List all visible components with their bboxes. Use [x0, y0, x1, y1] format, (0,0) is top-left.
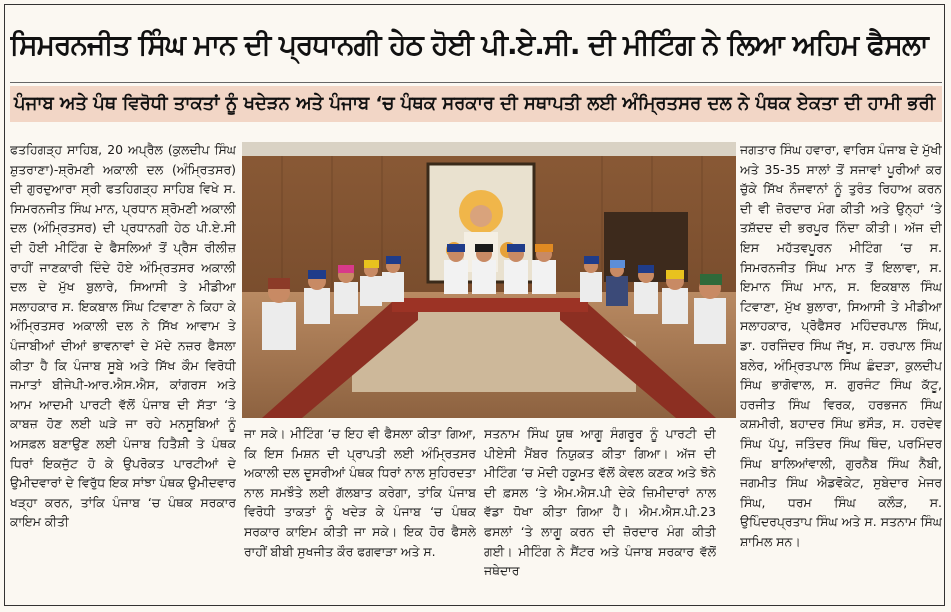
headline: ਸਿਮਰਨਜੀਤ ਸਿੰਘ ਮਾਨ ਦੀ ਪ੍ਰਧਾਨਗੀ ਹੇਠ ਹੋਈ ਪੀ.ਏ.ਸੀ. ਦੀ ਮੀਟਿੰਗ ਨੇ ਲਿਆ ਅਹਿਮ ਫੈਸਲਾ [10, 28, 928, 61]
meeting-photo [242, 142, 736, 418]
article-column-2: ਜਾ ਸਕੇ। ਮੀਟਿੰਗ ‘ਚ ਇਹ ਵੀ ਫੈਸਲਾ ਕੀਤਾ ਗਿਆ, ਕਿ ਇਸ ਮਿਸ਼ਨ ਦੀ ਪ੍ਰਾਪਤੀ ਲਈ ਅੰਮ੍ਰਿਤਸਰ ਅਕਾਲੀ ਦਲ ਦੂਸਰੀਆਂ ਪੰਥਕ ਧਿਰਾਂ ਨਾਲ ਸੁਹਿਰਦਤਾ ਨਾਲ ਸਮਝੌਤੇ ਲਈ ਗੱਲਬਾਤ ਕਰੇਗਾ, ਤਾਂਕਿ ਪੰਜਾਬ ਵਿਰੋਧੀ ਤਾਕਤਾਂ ਨੂੰ ਖਦੇੜ ਕੇ ਪੰਜਾਬ ‘ਚ ਪੰਥਕ ਸਰਕਾਰ ਕਾਇਮ ਕੀਤੀ ਜਾ ਸਕੇ। ਇਕ ਹੋਰ ਫੈਸਲੇ ਰਾਹੀਂ ਬੀਬੀ ਸੁਖਜੀਤ ਕੌਰ ਫਗਵਾੜਾ ਅਤੇ ਸ. [244, 426, 476, 559]
article-column-1: ਫਤਹਿਗੜ੍ਹ ਸਾਹਿਬ, 20 ਅਪ੍ਰੈਲ (ਕੁਲਦੀਪ ਸਿੰਘ ਸ਼ੁਤਰਾਣਾ)-ਸ਼੍ਰੋਮਣੀ ਅਕਾਲੀ ਦਲ (ਅੰਮ੍ਰਿਤਸਰ) ਦੀ ਗੁਰਦੁਆਰਾ ਸ੍ਰੀ ਫਤਹਿਗੜ੍ਹ ਸਾਹਿਬ ਵਿਖੇ ਸ. ਸਿਮਰਨਜੀਤ ਸਿੰਘ ਮਾਨ, ਪ੍ਰਧਾਨ ਸ਼੍ਰੋਮਣੀ ਅਕਾਲੀ ਦਲ (ਅੰਮ੍ਰਿਤਸਰ) ਦੀ ਪ੍ਰਧਾਨਗੀ ਹੇਠ ਪੀ.ਏ.ਸੀ ਦੀ ਹੋਈ ਮੀਟਿੰਗ ਦੇ ਫੈਸਲਿਆਂ ਤੋਂ ਪ੍ਰੈਸ ਰੀਲੀਜ਼ ਰਾਹੀਂ ਜਾਣਕਾਰੀ ਦਿੰਦੇ ਹੋਏ ਅੰਮ੍ਰਿਤਸਰ ਅਕਾਲੀ ਦਲ ਦੇ ਮੁੱਖ ਬੁਲਾਰੇ, ਸਿਆਸੀ ਤੇ ਮੀਡੀਆ ਸਲਾਹਕਾਰ ਸ. ਇਕਬਾਲ ਸਿੰਘ ਟਿਵਾਣਾ ਨੇ ਕਿਹਾ ਕੇ ਅੰਮ੍ਰਿਤਸਰ ਅਕਾਲੀ ਦਲ ਨੇ ਸਿੱਖ ਆਵਾਮ ਤੇ ਪੰਜਾਬੀਆਂ ਦੀਆਂ ਭਾਵਨਾਵਾਂ ਦੇ ਮੱਦੇ ਨਜ਼ਰ ਫੈਸਲਾ ਕੀਤਾ ਹੈ ਕਿ ਪੰਜਾਬ ਸੂਬੇ ਅਤੇ ਸਿੱਖ ਕੌਮ ਵਿਰੋਧੀ ਜਮਾਤਾਂ ਬੀਜੇਪੀ-ਆਰ.ਐਸ.ਐਸ, ਕਾਂਗਰਸ ਅਤੇ ਆਮ ਆਦਮੀ ਪਾਰਟੀ ਵੱਲੋਂ ਪੰਜਾਬ ਦੀ ਸੱਤਾ ‘ਤੇ ਕਾਬਜ਼ ਹੋਣ ਲਈ ਘੜੇ ਜਾ ਰਹੇ ਮਨਸੂਬਿਆਂ ਨੂੰ ਅਸਫ਼ਲ ਬਣਾਉਣ ਲਈ ਪੰਜਾਬ ਹਿਤੈਸ਼ੀ ਤੇ ਪੰਥਕ ਧਿਰਾਂ ਇਕਜੁੱਟ ਹੋ ਕੇ ਉਪਰੋਕਤ ਪਾਰਟੀਆਂ ਦੇ ਉਮੀਦਵਾਰਾਂ ਦੇ ਵਿਰੁੱਧ ਇਕ ਸਾਂਝਾ ਪੰਥਕ ਉਮੀਦਵਾਰ ਖੜ੍ਹਾ ਕਰਨ, ਤਾਂਕਿ ਪੰਜਾਬ ‘ਚ ਪੰਥਕ ਸਰਕਾਰ ਕਾਇਮ ਕੀਤੀ [10, 142, 236, 530]
divider [10, 82, 942, 83]
article-column-3: ਸਤਨਾਮ ਸਿੰਘ ਯੂਥ ਆਗੂ ਸੰਗਰੂਰ ਨੂੰ ਪਾਰਟੀ ਦੀ ਪੀਏਸੀ ਮੈਂਬਰ ਨਿਯੁਕਤ ਕੀਤਾ ਗਿਆ। ਅੱਜ ਦੀ ਮੀਟਿੰਗ ‘ਚ ਮੋਦੀ ਹਕੂਮਤ ਵੱਲੋਂ ਕੇਵਲ ਕਣਕ ਅਤੇ ਝੋਨੇ ਦੀ ਫ਼ਸਲ ‘ਤੇ ਐਮ.ਐਸ.ਪੀ ਦੇਕੇ ਜ਼ਿਮੀਦਾਰਾਂ ਨਾਲ ਵੱਡਾ ਧੋਖਾ ਕੀਤਾ ਗਿਆ ਹੈ। ਐਮ.ਐਸ.ਪੀ.23 ਫਸਲਾਂ ‘ਤੇ ਲਾਗੂ ਕਰਨ ਦੀ ਜ਼ੋਰਦਾਰ ਮੰਗ ਕੀਤੀ ਗਈ। ਮੀਟਿੰਗ ਨੇ ਸੈਂਟਰ ਅਤੇ ਪੰਜਾਬ ਸਰਕਾਰ ਵੱਲੋਂ ਜਥੇਦਾਰ [484, 426, 716, 579]
meeting-photo-image [242, 142, 736, 418]
subheadline: ਪੰਜਾਬ ਅਤੇ ਪੰਥ ਵਿਰੋਧੀ ਤਾਕਤਾਂ ਨੂੰ ਖਦੇੜਨ ਅਤੇ ਪੰਜਾਬ ‘ਚ ਪੰਥਕ ਸਰਕਾਰ ਦੀ ਸਥਾਪਤੀ ਲਈ ਅੰਮ੍ਰਿਤਸਰ ਦਲ ਨੇ ਪੰਥਕ ਏਕਤਾ ਦੀ ਹਾਮੀ ਭਰੀ [10, 86, 942, 122]
article-column-4: ਜਗਤਾਰ ਸਿੰਘ ਹਵਾਰਾ, ਵਾਰਿਸ ਪੰਜਾਬ ਦੇ ਮੁੱਖੀ ਅਤੇ 35-35 ਸਾਲਾਂ ਤੋਂ ਸਜਾਵਾਂ ਪੂਰੀਆਂ ਕਰ ਚੁੱਕੇ ਸਿੱਖ ਨੌਜਵਾਨਾਂ ਨੂੰ ਤੁਰੰਤ ਰਿਹਾਅ ਕਰਨ ਦੀ ਵੀ ਜ਼ੋਰਦਾਰ ਮੰਗ ਕੀਤੀ ਅਤੇ ਉਨ੍ਹਾਂ ‘ਤੇ ਤਸ਼ੱਦਦ ਦੀ ਭਰਪੂਰ ਨਿੰਦਾ ਕੀਤੀ। ਅੱਜ ਦੀ ਇਸ ਮਹੱਤਵਪੂਰਨ ਮੀਟਿੰਗ ‘ਚ ਸ. ਸਿਮਰਨਜੀਤ ਸਿੰਘ ਮਾਨ ਤੋਂ ਇਲਾਵਾ, ਸ. ਇਮਾਨ ਸਿੰਘ ਮਾਨ, ਸ. ਇਕਬਾਲ ਸਿੰਘ ਟਿਵਾਣਾ, ਮੁੱਖ ਬੁਲਾਰਾ, ਸਿਆਸੀ ਤੇ ਮੀਡੀਆ ਸਲਾਹਕਾਰ, ਪ੍ਰੋਫੈਸਰ ਮਹਿੰਦਰਪਾਲ ਸਿੰਘ, ਡਾ. ਹਰਜਿੰਦਰ ਸਿੰਘ ਜੱਖੂ, ਸ. ਹਰਪਾਲ ਸਿੰਘ ਬਲੇਰ, ਅੰਮ੍ਰਿਤਪਾਲ ਸਿੰਘ ਛੰਦੜਾ, ਕੁਲਦੀਪ ਸਿੰਘ ਭਾਗੋਵਾਲ, ਸ. ਗੁਰਜੰਟ ਸਿੰਘ ਕੱਟੂ, ਹਰਜੀਤ ਸਿੰਘ ਵਿਰਕ, ਹਰਭਜਨ ਸਿੰਘ ਕਸ਼ਮੀਰੀ, ਬਹਾਦਰ ਸਿੰਘ ਭਸੌੜ, ਸ. ਹਰਦੇਵ ਸਿੰਘ ਪੱਪੂ, ਜਤਿੰਦਰ ਸਿੰਘ ਥਿੰਦ, ਪਰਮਿੰਦਰ ਸਿੰਘ ਬਾਲਿਆਂਵਾਲੀ, ਗੁਰਨੈਬ ਸਿੰਘ ਨੈਬੀ, ਜਗਮੀਤ ਸਿੰਘ ਐਡਵੋਕੇਟ, ਸੁਬੇਦਾਰ ਮੇਜਰ ਸਿੰਘ, ਧਰਮ ਸਿੰਘ ਕਲੌੜ, ਸ. ਉਪਿੰਦਰਪ੍ਰਤਾਪ ਸਿੰਘ ਅਤੇ ਸ. ਸਤਨਾਮ ਸਿੰਘ ਸ਼ਾਮਿਲ ਸਨ। [740, 142, 942, 549]
